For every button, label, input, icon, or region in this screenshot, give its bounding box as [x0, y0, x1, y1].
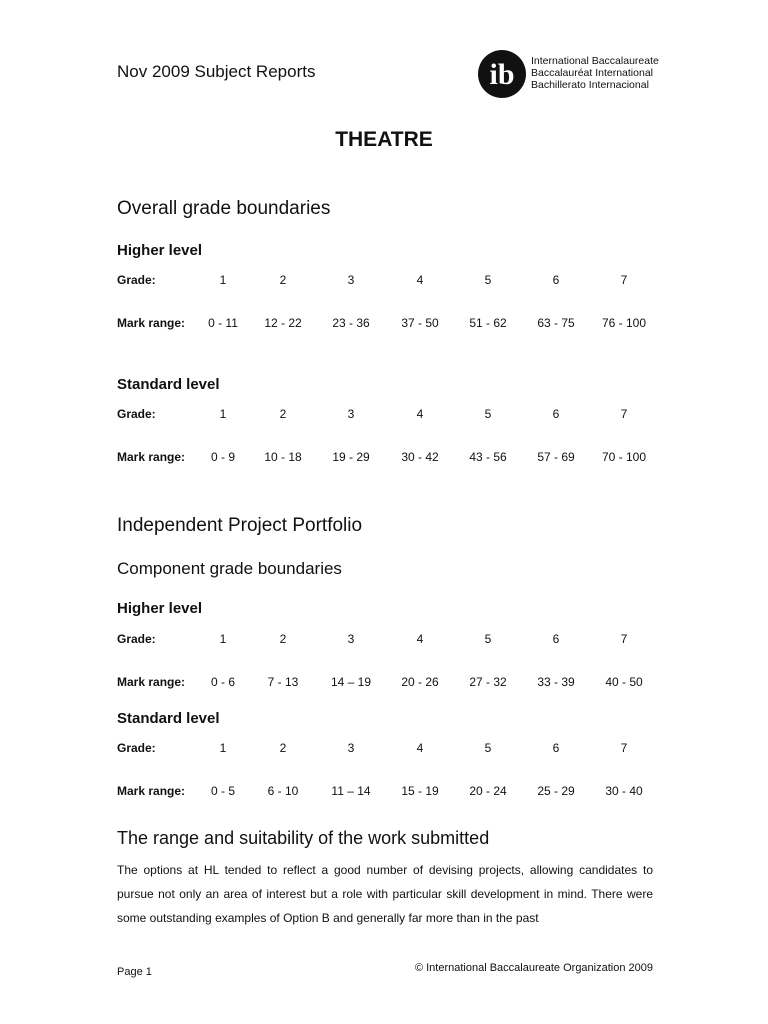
mark-cell: 33 - 39	[537, 675, 575, 689]
grade-cell: 3	[347, 632, 355, 646]
org-name-en: International Baccalaureate	[531, 55, 659, 67]
mark-cell: 30 - 40	[605, 784, 643, 798]
overall-heading: Overall grade boundaries	[117, 198, 331, 219]
grade-cell: 2	[279, 741, 287, 755]
portfolio-heading: Independent Project Portfolio	[117, 515, 363, 536]
copyright: © International Baccalaureate Organization 2009	[414, 962, 653, 974]
mark-cell: 30 - 42	[401, 450, 439, 464]
mark-cell: 12 - 22	[264, 316, 302, 330]
mark-cell: 10 - 18	[264, 450, 302, 464]
portfolio-hl-heading: Higher level	[117, 600, 203, 617]
grade-cell: 3	[347, 741, 355, 755]
mark-cell: 19 - 29	[332, 450, 370, 464]
component-boundaries-heading: Component grade boundaries	[117, 559, 342, 578]
grade-cell: 6	[552, 741, 560, 755]
mark-cell: 76 - 100	[601, 316, 647, 330]
mark-cell: 25 - 29	[537, 784, 575, 798]
grade-cell: 5	[484, 273, 492, 287]
mark-row-label: Mark range:	[117, 450, 186, 464]
grade-cell: 2	[279, 407, 287, 421]
grade-row-label: Grade:	[117, 741, 156, 755]
grade-cell: 1	[219, 407, 227, 421]
grade-cell: 7	[620, 273, 628, 287]
mark-cell: 0 - 6	[210, 675, 235, 689]
grade-cell: 1	[219, 632, 227, 646]
mark-row-label: Mark range:	[117, 316, 186, 330]
mark-row-label: Mark range:	[117, 675, 186, 689]
mark-cell: 0 - 9	[210, 450, 235, 464]
mark-cell: 23 - 36	[332, 316, 370, 330]
mark-cell: 27 - 32	[469, 675, 507, 689]
grade-cell: 1	[219, 741, 227, 755]
mark-cell: 0 - 5	[210, 784, 235, 798]
grade-cell: 6	[552, 407, 560, 421]
mark-cell: 7 - 13	[267, 675, 299, 689]
overall-sl-heading: Standard level	[117, 376, 220, 393]
mark-cell: 43 - 56	[469, 450, 507, 464]
mark-cell: 20 - 26	[401, 675, 439, 689]
grade-cell: 3	[347, 273, 355, 287]
mark-cell: 40 - 50	[605, 675, 643, 689]
range-paragraph	[117, 858, 653, 930]
overall-hl-heading: Higher level	[117, 242, 203, 259]
grade-cell: 7	[620, 632, 628, 646]
grade-row-label: Grade:	[117, 407, 156, 421]
grade-cell: 6	[552, 632, 560, 646]
grade-cell: 5	[484, 407, 492, 421]
mark-cell: 20 - 24	[469, 784, 507, 798]
grade-cell: 4	[416, 632, 424, 646]
grade-cell: 7	[620, 407, 628, 421]
grade-cell: 3	[347, 407, 355, 421]
grade-cell: 7	[620, 741, 628, 755]
mark-cell: 14 – 19	[330, 675, 372, 689]
grade-row-label: Grade:	[117, 632, 156, 646]
page-title: THEATRE	[335, 128, 433, 151]
mark-cell: 15 - 19	[401, 784, 439, 798]
mark-cell: 63 - 75	[537, 316, 575, 330]
mark-row-label: Mark range:	[117, 784, 186, 798]
grade-cell: 1	[219, 273, 227, 287]
grade-row-label: Grade:	[117, 273, 156, 287]
mark-cell: 0 - 11	[208, 316, 238, 330]
ib-logo-mark-icon	[478, 50, 526, 98]
ib-logo-text: ib	[489, 58, 515, 91]
grade-cell: 4	[416, 273, 424, 287]
mark-cell: 51 - 62	[469, 316, 507, 330]
page-number: Page 1	[117, 966, 152, 978]
grade-cell: 5	[484, 741, 492, 755]
range-paragraph-text: The options at HL tended to reflect a good number of devising projects, allowing candidates to pursue not only an area of interest but a role with particular skill development in mind. There were some outstanding examples of Option B and generally far more than in the past	[117, 863, 653, 925]
mark-cell: 57 - 69	[537, 450, 575, 464]
mark-cell: 11 – 14	[331, 784, 371, 798]
range-heading: The range and suitability of the work submitted	[117, 828, 490, 848]
grade-cell: 2	[279, 632, 287, 646]
report-series-title: Nov 2009 Subject Reports	[117, 62, 316, 81]
mark-cell: 6 - 10	[267, 784, 299, 798]
org-name-es: Bachillerato Internacional	[531, 79, 649, 91]
grade-cell: 5	[484, 632, 492, 646]
org-name-fr: Baccalauréat International	[531, 67, 653, 79]
grade-cell: 2	[279, 273, 287, 287]
grade-cell: 4	[416, 407, 424, 421]
grade-cell: 6	[552, 273, 560, 287]
grade-cell: 4	[416, 741, 424, 755]
mark-cell: 70 - 100	[601, 450, 647, 464]
mark-cell: 37 - 50	[401, 316, 439, 330]
portfolio-sl-heading: Standard level	[117, 710, 220, 727]
